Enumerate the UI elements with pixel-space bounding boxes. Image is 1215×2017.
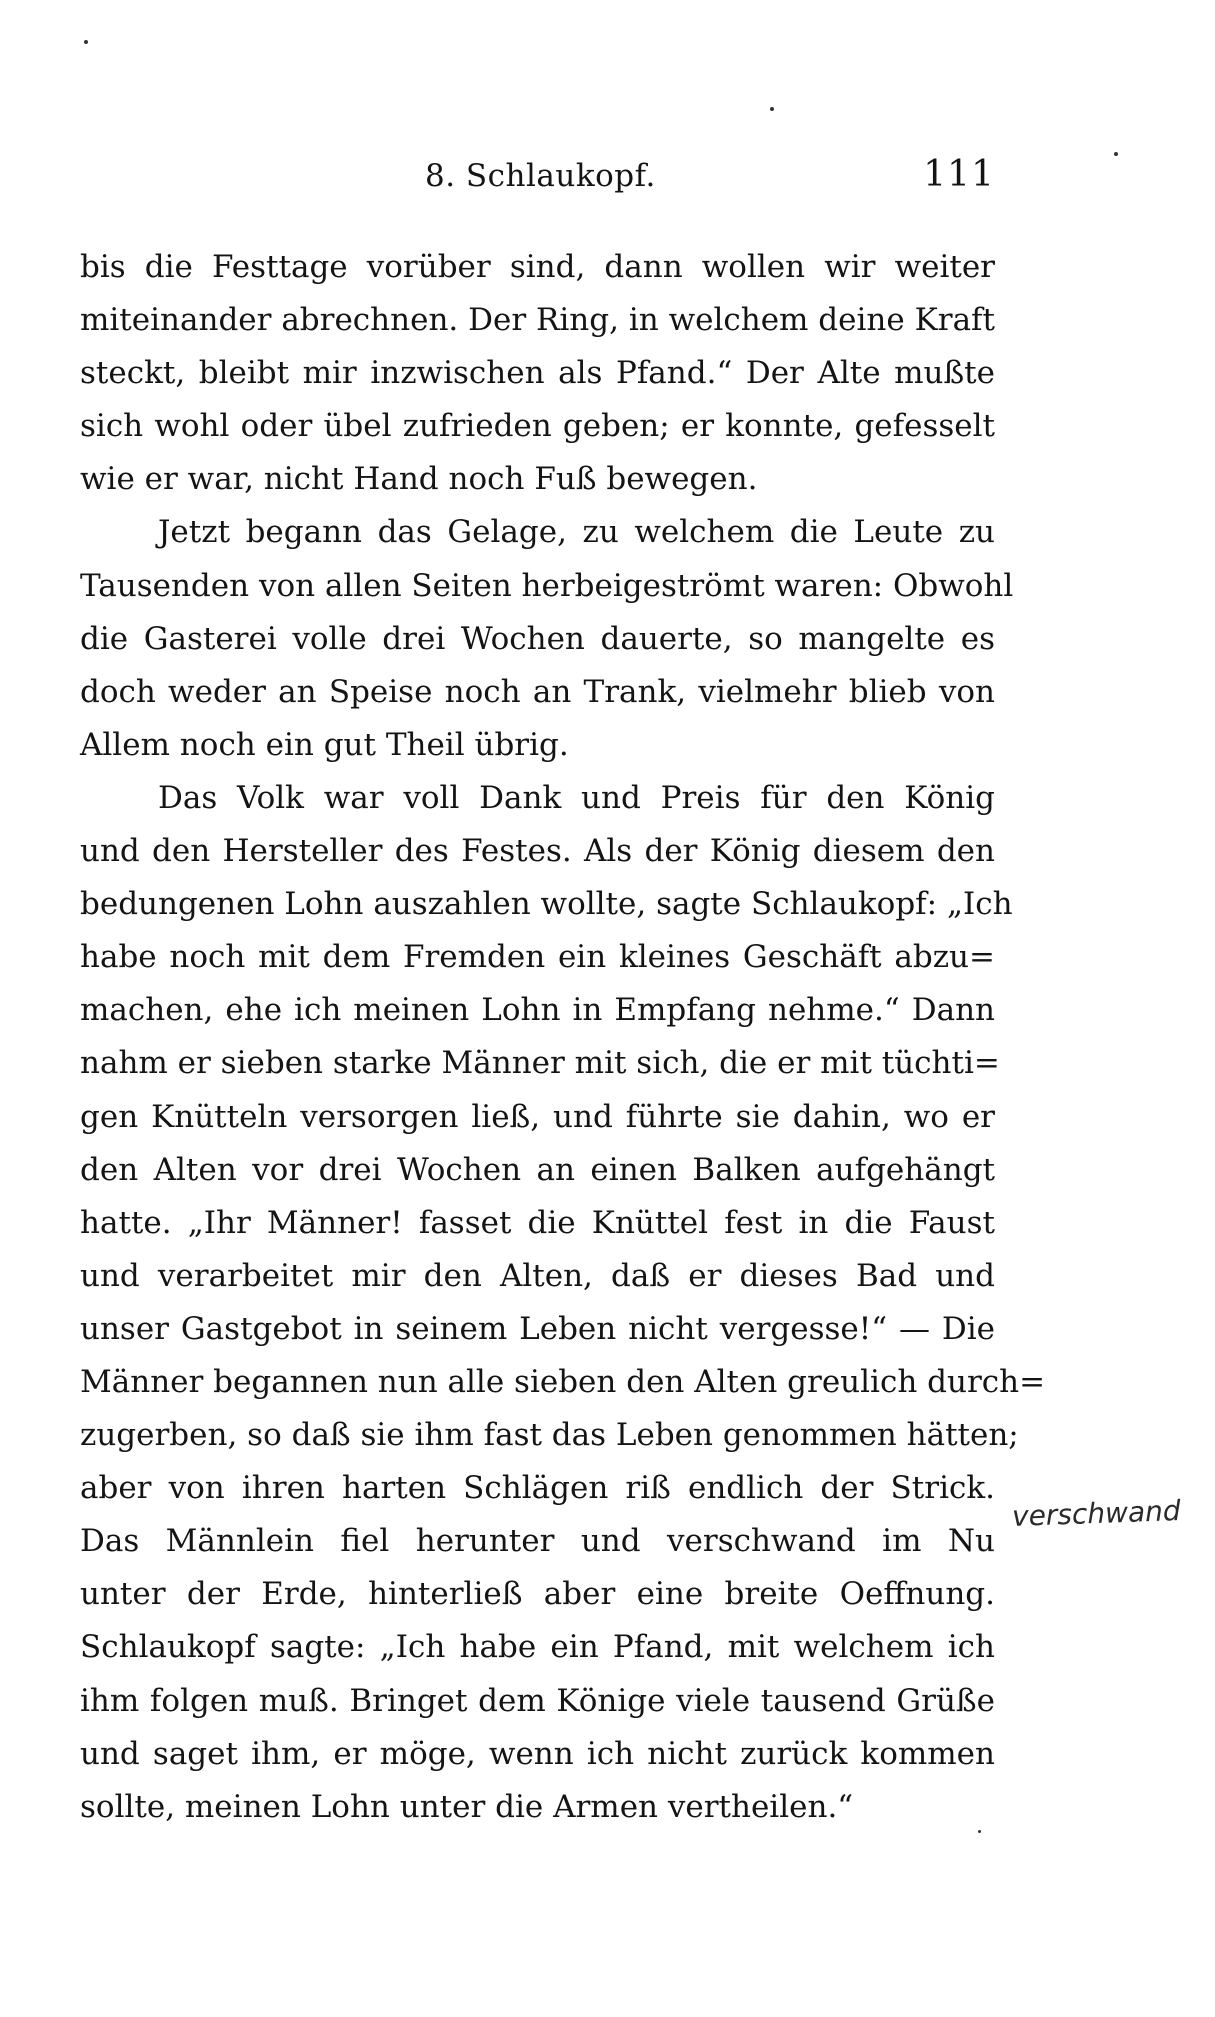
text-line: Allem noch ein gut Theil übrig. (80, 726, 569, 763)
body-text (80, 241, 1046, 1834)
text-line: unser Gastgebot in seinem Leben nicht vergesse!“ — Die (80, 1310, 995, 1347)
text-line: hatte. „Ihr Männer! fasset die Knüttel fest in die Faust (80, 1204, 995, 1241)
paper-speck (84, 40, 88, 44)
text-line: unter der Erde, hinterließ aber eine breite Oeffnung. (80, 1576, 995, 1613)
paper-speck (978, 1830, 981, 1833)
text-line: die Gasterei volle drei Wochen dauerte, so mangelte es (80, 620, 995, 657)
page-number: 111 (923, 154, 995, 195)
text-line: aber von ihren harten Schlägen riß endlich der Strick. (80, 1470, 995, 1507)
text-line: und saget ihm, er möge, wenn ich nicht zurück kommen (80, 1735, 995, 1772)
text-line: machen, ehe ich meinen Lohn in Empfang nehme.“ Dann (80, 992, 995, 1029)
text-line: ihm folgen muß. Bringet dem Könige viele tausend Grüße (80, 1682, 995, 1719)
text-line: wie er war, nicht Hand noch Fuß bewegen. (80, 461, 758, 498)
text-line: Jetzt begann das Gelage, zu welchem die Leute zu (158, 514, 995, 551)
running-title: 8. Schlaukopf. (425, 158, 656, 194)
text-line: Männer begannen nun alle sieben den Alten greulich durch= (80, 1363, 1046, 1400)
page-header (80, 150, 995, 210)
text-line: gen Knütteln versorgen ließ, und führte sie dahin, wo er (80, 1098, 995, 1135)
text-line: und den Hersteller des Festes. Als der König diesem den (80, 833, 995, 870)
text-line: Schlaukopf sagte: „Ich habe ein Pfand, mit welchem ich (80, 1629, 995, 1666)
text-line: habe noch mit dem Fremden ein kleines Geschäft abzu= (80, 939, 995, 976)
text-line: miteinander abrechnen. Der Ring, in welchem deine Kraft (80, 302, 995, 339)
paper-speck (770, 107, 774, 111)
paper-speck (1114, 152, 1118, 156)
text-line: Tausenden von allen Seiten herbeigeströmt waren: Obwohl (80, 567, 1014, 604)
text-line: bis die Festtage vorüber sind, dann wollen wir weiter (80, 249, 995, 285)
text-line: bedungenen Lohn auszahlen wollte, sagte Schlaukopf: „Ich (80, 886, 1013, 923)
text-line: doch weder an Speise noch an Trank, vielmehr blieb von (80, 673, 995, 710)
text-line: den Alten vor drei Wochen an einen Balken aufgehängt (80, 1151, 995, 1188)
handwritten-margin-note: verschwand (1011, 1494, 1182, 1533)
text-line: sich wohl oder übel zufrieden geben; er konnte, gefesselt (80, 408, 995, 445)
text-line: und verarbeitet mir den Alten, daß er dieses Bad und (80, 1257, 995, 1294)
text-line: sollte, meinen Lohn unter die Armen vertheilen.“ (80, 1788, 854, 1825)
text-line: Das Männlein fiel herunter und verschwand im Nu (80, 1523, 995, 1560)
text-line: zugerben, so daß sie ihm fast das Leben genommen hätten; (80, 1417, 1019, 1454)
text-line: Das Volk war voll Dank und Preis für den König (158, 779, 995, 816)
text-line: steckt, bleibt mir inzwischen als Pfand.“ Der Alte mußte (80, 355, 995, 392)
text-line: nahm er sieben starke Männer mit sich, die er mit tüchti= (80, 1045, 1000, 1082)
